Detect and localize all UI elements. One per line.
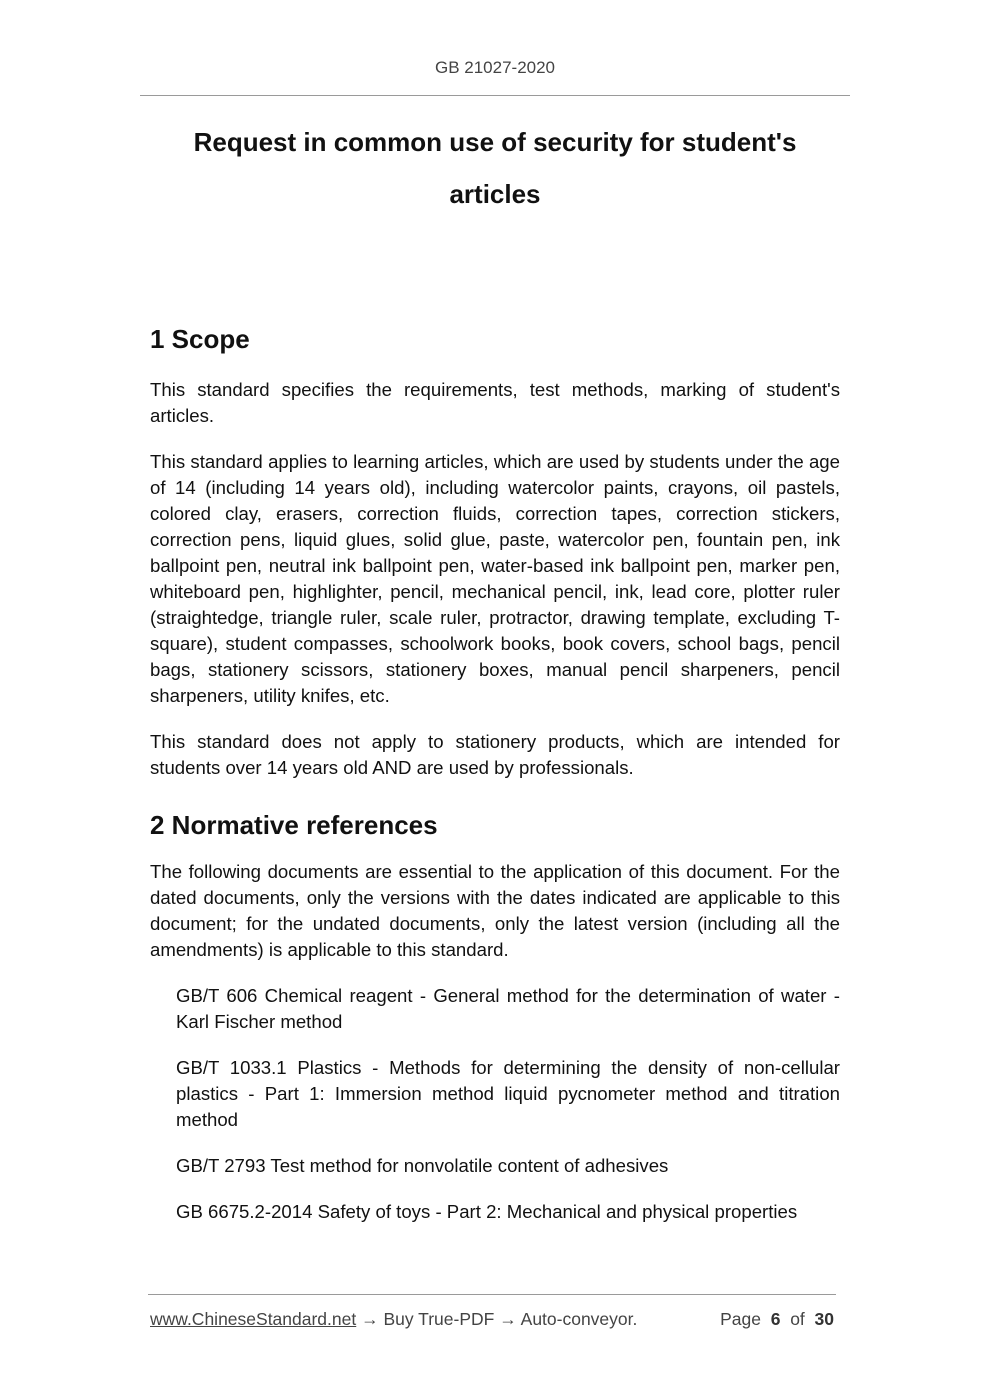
reference-item: GB/T 1033.1 Plastics - Methods for determining the density of non-cellular plastics - Part 1: Immersion method liquid pycnometer method and titration method	[176, 1057, 840, 1130]
reference-item: GB/T 2793 Test method for nonvolatile content of adhesives	[176, 1155, 669, 1176]
website-link[interactable]: www.ChineseStandard.net	[150, 1309, 357, 1329]
main-content	[150, 315, 840, 1245]
footer-divider	[148, 1294, 836, 1295]
page-total: 30	[814, 1309, 834, 1329]
arrow-right-icon: →	[361, 1309, 379, 1329]
page-current: 6	[770, 1309, 781, 1329]
arrow-right-icon: →	[499, 1309, 517, 1329]
running-header: GB 21027-2020	[434, 58, 556, 77]
reference-item: GB/T 606 Chemical reagent - General method for the determination of water - Karl Fischer method	[176, 985, 840, 1032]
buy-true-pdf-text: Buy True-PDF	[383, 1309, 495, 1329]
scope-paragraph-1: This standard specifies the requirements, test methods, marking of student's articles.	[150, 379, 840, 426]
of-label: of	[790, 1309, 805, 1329]
auto-conveyor-text: Auto-conveyor.	[520, 1309, 638, 1329]
header-divider	[140, 95, 850, 96]
reference-item: GB 6675.2-2014 Safety of toys - Part 2: Mechanical and physical properties	[176, 1201, 798, 1222]
title-line-1: Request in common use of security for student's	[193, 127, 797, 157]
normative-intro: The following documents are essential to the application of this document. For the dated documents, only the versions with the dates indicated are applicable to this document; for the undated documents, only the latest version (including all the amendments) is applicable to this standard.	[150, 861, 840, 960]
section-heading-scope: 1 Scope	[150, 324, 250, 354]
page-counter	[720, 1309, 834, 1330]
scope-paragraph-3: This standard does not apply to stationery products, which are intended for students over 14 years old AND are used by professionals.	[150, 731, 840, 778]
title-line-2: articles	[449, 179, 541, 209]
document-title	[150, 116, 840, 220]
page-label: Page	[720, 1309, 761, 1329]
scope-paragraph-2: This standard applies to learning articles, which are used by students under the age of 14 (including 14 years old), including watercolor paints, crayons, oil pastels, colored clay, erasers, correction fluids, correction tapes, correction stickers, correction pens, liquid glues, solid glue, paste, watercolor pen, fountain pen, ink ballpoint pen, neutral ink ballpoint pen, water-based ink ballpoint pen, marker pen, whiteboard pen, highlighter, pencil, mechanical pencil, ink, lead core, plotter ruler (straightedge, triangle ruler, scale ruler, protractor, drawing template, excluding T-square), student compasses, schoolwork books, book covers, school bags, pencil bags, stationery scissors, stationery boxes, manual pencil sharpeners, pencil sharpeners, utility knifes, etc.	[150, 451, 840, 706]
section-heading-normative: 2 Normative references	[150, 810, 438, 840]
